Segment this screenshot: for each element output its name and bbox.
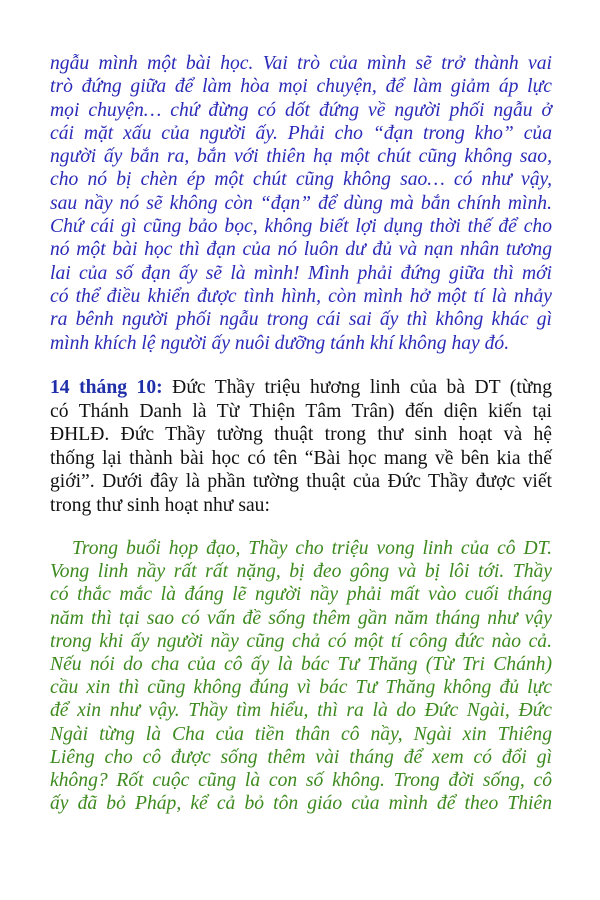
text-line: giới”. Dưới đây là phần tường thuật của Đức Thầy được viết bbox=[50, 471, 552, 492]
text-line: mình khích lệ người ấy nuôi dưỡng tánh khí không hay đó. bbox=[50, 332, 510, 354]
text-line: ra bênh người phối ngẫu trong cái sai ấy thì không khác gì bbox=[50, 309, 552, 331]
entry-date-label: 14 tháng 10: bbox=[50, 377, 163, 398]
text-line: Vong linh nầy rất rất nặng, bị đeo gông và bị lôi tới. Thầy bbox=[50, 561, 552, 583]
entry-first-line bbox=[50, 376, 552, 400]
text-line: để xin như vậy. Thầy tìm hiểu, thì ra là do Đức Ngài, Đức bbox=[50, 700, 552, 722]
text-line: trò đứng giữa để làm hòa mọi chuyện, để làm giảm áp lực bbox=[50, 76, 552, 98]
text-line: lai của số đạn ấy sẽ là mình! Mình phải đứng giữa thì mới bbox=[50, 262, 552, 284]
text-line: trong thư sinh hoạt như sau: bbox=[50, 494, 270, 516]
text-line: Liêng cho cô được sống thêm vài tháng để xem có đổi gì bbox=[50, 746, 552, 768]
text-line: có thể điều khiển được tình hình, còn mình hở một tí là nhảy bbox=[50, 285, 552, 307]
text-line: cầu xin thì cũng không đúng vì bác Tư Thăng không đủ lực bbox=[50, 677, 552, 699]
text-line: cái mặt xấu của người ấy. Phải cho “đạn trong kho” của bbox=[50, 122, 552, 144]
green-italic-quote bbox=[50, 537, 552, 815]
text-line: người ấy bắn ra, bắn với thiên hạ một chút cũng không sao, bbox=[50, 146, 552, 168]
text-line: sau nầy nó sẽ không còn “đạn” để dùng mà bắn chính mình. bbox=[50, 192, 552, 214]
blue-italic-paragraph bbox=[50, 52, 552, 355]
text-line: trong khi ấy người nầy cũng chả có một tí công đức nào cả. bbox=[50, 630, 552, 652]
text-line: có thắc mắc là đáng lẽ người nầy phải mất vào cuối tháng bbox=[50, 584, 552, 606]
text-line: Ngài từng là Cha của tiền thân cô nầy, Ngài xin Thiêng bbox=[50, 723, 552, 745]
text-line: ấy đã bỏ Pháp, kể cả bỏ tôn giáo của mình để theo Thiên bbox=[50, 793, 552, 815]
entry-paragraph bbox=[50, 376, 552, 517]
text-line: có Thánh Danh là Từ Thiện Tâm Trân) đến diện kiến tại bbox=[50, 400, 552, 422]
text-line: năm thì tại sao có vấn đề sống thêm gần năm tháng như vậy bbox=[50, 607, 552, 629]
text-line: không? Rốt cuộc cũng là con số không. Trong đời sống, cô bbox=[50, 770, 552, 792]
text-line: cho nó bị chèn ép một chút cũng không sao… có như vậy, bbox=[50, 169, 552, 191]
text-line: Nếu nói do cha của cô ấy là bác Tư Thăng (Từ Tri Chánh) bbox=[50, 654, 552, 676]
text-line: ĐHLĐ. Đức Thầy tường thuật trong thư sinh hoạt và hệ bbox=[50, 424, 552, 445]
entry-first-line-text: Đức Thầy triệu hương linh của bà DT (từng bbox=[162, 377, 552, 398]
text-line: Trong buổi họp đạo, Thầy cho triệu vong linh của cô DT. bbox=[72, 538, 552, 559]
text-line: thống lại thành bài học có tên “Bài học mang về bên kia thế bbox=[50, 447, 552, 469]
text-line: nó một bài học thì đạn của nó luôn dư đủ và nạn nhân tương bbox=[50, 239, 552, 261]
text-line: ngẫu mình một bài học. Vai trò của mình sẽ trở thành vai bbox=[50, 53, 552, 74]
text-line: mọi chuyện… chứ đừng có dốt đứng về người phối ngẫu ở bbox=[50, 99, 552, 121]
text-line: Chứ cái gì cũng bảo bọc, không biết lợi dụng thời thế để cho bbox=[50, 216, 552, 238]
